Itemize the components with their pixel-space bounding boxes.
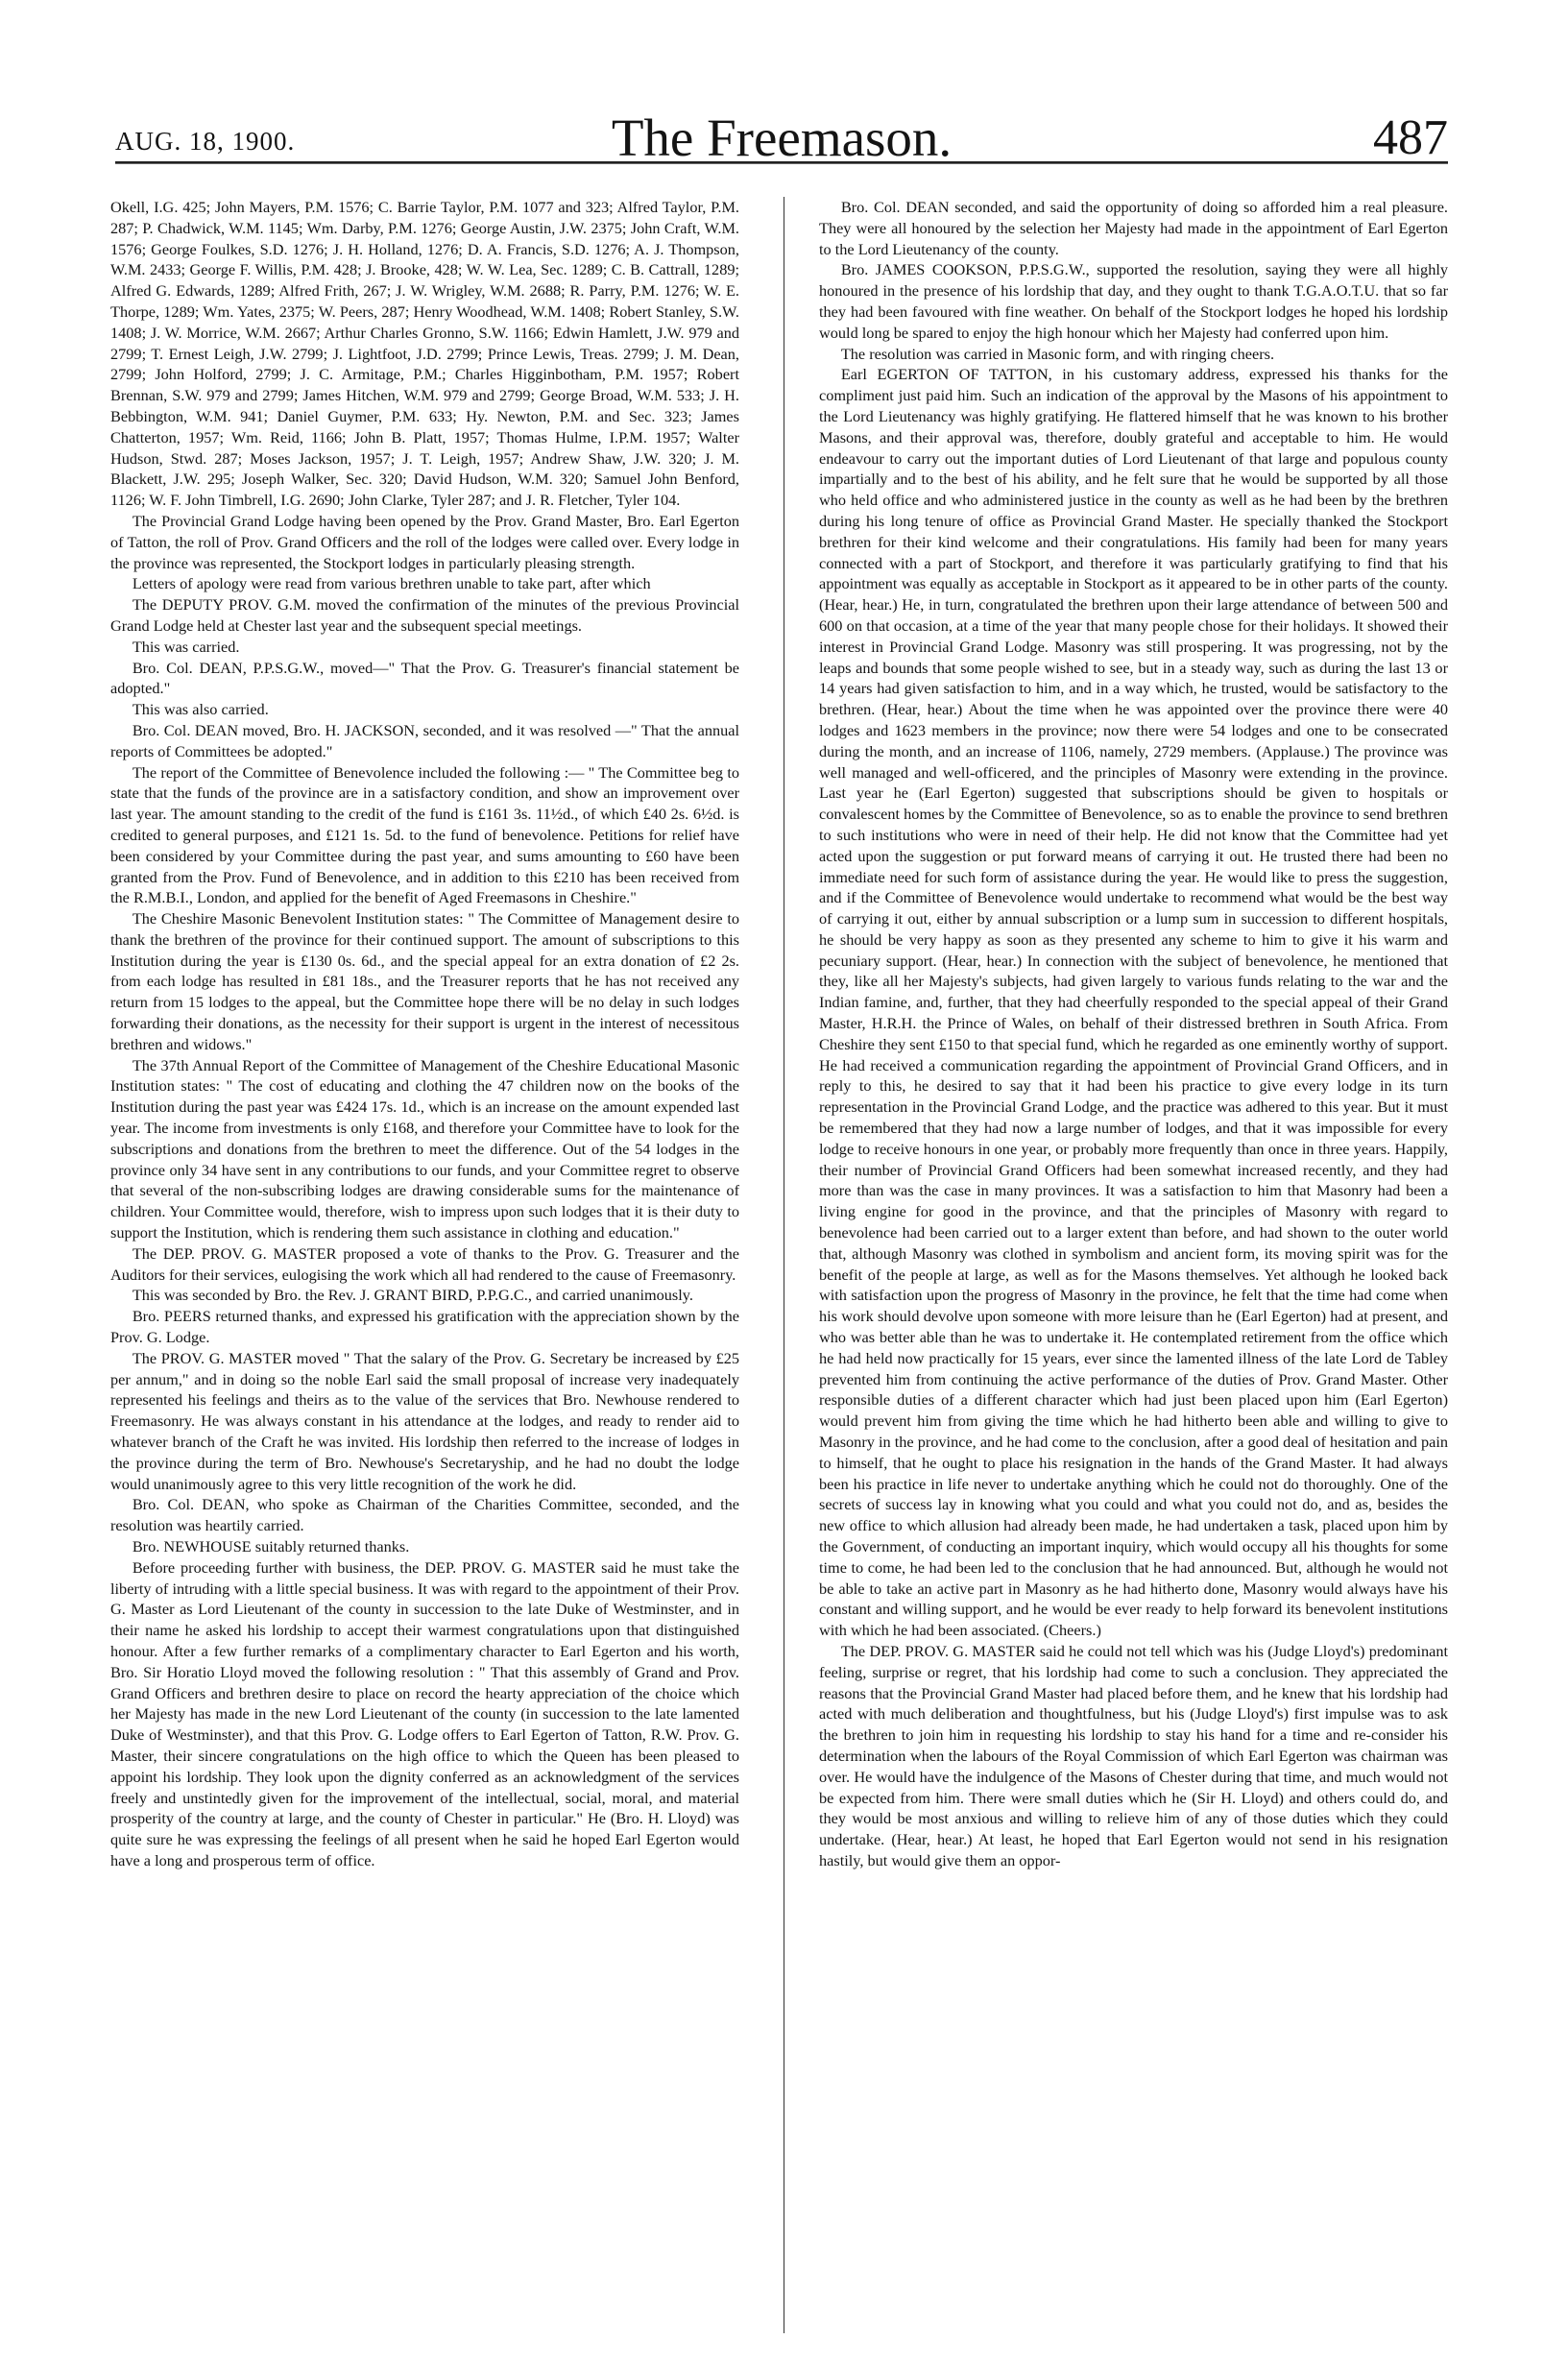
paragraph: This was seconded by Bro. the Rev. J. GRANT BIRD, P.P.G.C., and carried unanimously.	[132, 1286, 693, 1305]
paragraph: The DEP. PROV. G. MASTER said he could not tell which was his (Judge Lloyd's) predominant feeling, surprise or regret, that his lordship had come to such a conclusion. They appreciated the reasons that the Provincial Grand Master had placed before them, and he knew that his lordship had acted with much deliberation and thoughtfulness, but his (Judge Lloyd's) first impulse was to ask the brethren to join him in requesting his lordship to stay his hand for a time and re-consider his determination when the labours of the Royal Commission of which Earl Egerton was chairman was over. He would have the indulgence of the Masons of Chester during that time, and much would not be expected from him. There were small duties which he (Sir H. Lloyd) and others could do, and they would be most anxious and willing to relieve him of any of those duties which they could undertake. (Hear, hear.) At least, he hoped that Earl Egerton would not send in his resignation hastily, but would give them an oppor-	[819, 1641, 1448, 1869]
paragraph: The Provincial Grand Lodge having been opened by the Prov. Grand Master, Bro. Earl Egerton of Tatton, the roll of Prov. Grand Officers and the roll of the lodges were called over. Every lodge in the province was represented, the Stockport lodges in particularly pleasing strength.	[110, 511, 739, 572]
paragraph: Before proceeding further with business, the DEP. PROV. G. MASTER said he must take the liberty of intruding with a little special business. It was with regard to the appointment of their Prov. G. Master as Lord Lieutenant of the county in succession to the late Duke of Westminster, and in their name he asked his lordship to accept their warmest congratulations upon that distinguished honour. After a few further remarks of a complimentary character to Earl Egerton and his worth, Bro. Sir Horatio Lloyd moved the following resolution : " That this assembly of Grand and Prov. Grand Officers and brethren desire to place on record the hearty appreciation of the choice which her Majesty has made in the new Lord Lieutenant of the county (in succession to the late lamented Duke of Westminster), and that this Prov. G. Lodge offers to Earl Egerton of Tatton, R.W. Prov. G. Master, their sincere congratulations on the high office to which the Queen has been pleased to appoint his lordship. They look upon the dignity conferred as an acknowledgment of the services freely and unstintedly given for the improvement of the intellectual, social, moral, and material prosperity of the country at large, and the county of Chester in particular." He (Bro. H. Lloyd) was quite sure he was expressing the feelings of all present when he said he hoped Earl Egerton would have a long and prosperous term of office.	[110, 1557, 739, 1869]
paragraph: This was also carried.	[132, 700, 269, 719]
paragraph: The report of the Committee of Benevolence included the following :— " The Committee beg to state that the funds of the province are in a satisfactory condition, and show an improvement over last year. The amount standing to the credit of the fund is £161 3s. 11½d., of which £40 2s. 6½d. is credited to general purposes, and £121 1s. 5d. to the fund of benevolence. Petitions for relief have been considered by your Committee during the past year, and sums amounting to £60 have been granted from the Prov. Fund of Benevolence, and in addition to this £210 has been received from the R.M.B.I., London, and applied for the benefit of Aged Freemasons in Cheshire."	[110, 762, 739, 907]
right-column	[819, 197, 1448, 2338]
paragraph: The Cheshire Masonic Benevolent Institution states: " The Committee of Management desire to thank the brethren of the province for their continued support. The amount of subscriptions to this Institution during the year is £130 0s. 6d., and the special appeal for an extra donation of £2 2s. from each lodge has resulted in £81 18s., and the Treasurer reports that he has not received any return from 15 lodges to the appeal, but the Committee hope there will be no delay in such lodges forwarding their donations, as the necessity for their support is urgent in the interest of necessitous brethren and widows."	[110, 909, 739, 1053]
paragraph: The DEPUTY PROV. G.M. moved the confirmation of the minutes of the previous Provincial Grand Lodge held at Chester last year and the subsequent special meetings.	[110, 595, 739, 635]
paragraph: Bro. Col. DEAN seconded, and said the opportunity of doing so afforded him a real pleasure. They were all honoured by the selection her Majesty had made in the appointment of Earl Egerton to the Lord Lieutenancy of the county.	[819, 198, 1448, 258]
page-number: 487	[1373, 110, 1448, 165]
page-header	[115, 69, 1448, 167]
paragraph: The resolution was carried in Masonic form, and with ringing cheers.	[840, 344, 1275, 363]
paragraph: Okell, I.G. 425; John Mayers, P.M. 1576; C. Barrie Taylor, P.M. 1077 and 323; Alfred Taylor, P.M. 287; P. Chadwick, W.M. 1145; Wm. Darby, P.M. 1276; George Austin, J.W. 2375; John Craft, W.M. 1576; George Foulkes, S.D. 1276; J. H. Holland, 1276; D. A. Francis, S.D. 1276; A. J. Thompson, W.M. 2433; George F. Willis, P.M. 428; J. Brooke, 428; W. W. Lea, Sec. 1289; C. B. Cattrall, 1289; Alfred G. Edwards, 1289; Alfred Frith, 267; J. W. Wrigley, W.M. 2688; R. Parry, P.M. 1276; W. E. Thorpe, 1289; Wm. Yates, 2375; W. Peers, 287; Henry Woodhead, W.M. 1408; Robert Stanley, S.W. 1408; J. W. Morrice, W.M. 2667; Arthur Charles Gronno, S.W. 1166; Edwin Hamlett, J.W. 979 and 2799; T. Ernest Leigh, J.W. 2799; J. Lightfoot, J.D. 2799; Prince Lewis, Treas. 2799; J. M. Dean, 2799; John Holford, 2799; J. C. Armitage, P.M.; Charles Higginbotham, P.M. 1957; Robert Brennan, S.W. 979 and 2799; James Hitchen, W.M. 979 and 2799; George Broad, W.M. 533; J. H. Bebbington, W.M. 941; Daniel Guymer, P.M. 633; Hy. Newton, P.M. and Sec. 323; James Chatterton, 1957; Wm. Reid, 1166; John B. Platt, 1957; Thomas Hulme, I.P.M. 1957; Walter Hudson, Stwd. 287; Moses Jackson, 1957; J. T. Leigh, 1957; Andrew Shaw, J.W. 320; J. M. Blackett, J.W. 295; Joseph Walker, Sec. 320; David Hudson, W.M. 320; Samuel John Benford, 1126; W. F. John Timbrell, I.G. 2690; John Clarke, Tyler 287; and J. R. Fletcher, Tyler 104.	[110, 198, 739, 510]
masthead-title: The Freemason.	[611, 109, 953, 167]
issue-date: AUG. 18, 1900.	[115, 127, 296, 156]
paragraph: Bro. NEWHOUSE suitably returned thanks.	[132, 1537, 410, 1555]
left-column	[110, 197, 739, 2338]
paragraph: Bro. JAMES COOKSON, P.P.S.G.W., supported the resolution, saying they were all highly honoured in the presence of his lordship that day, and they ought to thank T.G.A.O.T.U. that so far they had been favoured with fine weather. On behalf of the Stockport lodges he hoped his lordship would long be spared to enjoy the high honour which her Majesty had conferred upon him.	[819, 260, 1448, 342]
paragraph: The DEP. PROV. G. MASTER proposed a vote of thanks to the Prov. G. Treasurer and the Auditors for their services, eulogising the work which all had rendered to the cause of Freemasonry.	[110, 1243, 739, 1284]
paragraph: The 37th Annual Report of the Committee of Management of the Cheshire Educational Masonic Institution states: " The cost of educating and clothing the 47 children now on the books of the Institution during the past year was £424 17s. 1d., which is an increase on the amount expended last year. The income from investments is only £168, and therefore your Committee have to look for the subscriptions and donations from the brethren to meet the difference. Out of the 54 lodges in the province only 34 have sent in any contributions to our funds, and your Committee regret to observe that several of the non-subscribing lodges are drawing considerable sums for the maintenance of children. Your Committee would, therefore, wish to impress upon such lodges that it is their duty to support the Institution, which is rendering them such assistance in clothing and education."	[110, 1055, 739, 1242]
paragraph: Bro. Col. DEAN, who spoke as Chairman of the Charities Committee, seconded, and the resolution was heartily carried.	[110, 1495, 739, 1535]
paragraph: The PROV. G. MASTER moved " That the salary of the Prov. G. Secretary be increased by £25 per annum," and in doing so the noble Earl said the small proposal of increase very inadequately represented his feelings and theirs as to the value of the services that Bro. Newhouse rendered to Freemasonry. He was always constant in his attendance at the lodges, and ready to render aid to whatever branch of the Craft he was invited. His lordship then referred to the increase of lodges in the province during the term of Bro. Newhouse's Secretaryship, and he had no doubt the lodge would unanimously agree to this very little recognition of the work he did.	[110, 1348, 739, 1493]
paragraph: Bro. Col. DEAN, P.P.S.G.W., moved—" That the Prov. G. Treasurer's financial statement be adopted."	[110, 658, 739, 698]
paragraph: Bro. Col. DEAN moved, Bro. H. JACKSON, seconded, and it was resolved —" That the annual reports of Committees be adopted."	[110, 720, 739, 760]
paragraph: This was carried.	[132, 637, 240, 656]
paragraph: Letters of apology were read from various brethren unable to take part, after which	[132, 574, 651, 593]
header-rule	[115, 161, 1448, 164]
paragraph: Bro. PEERS returned thanks, and expressed his gratification with the appreciation shown by the Prov. G. Lodge.	[110, 1307, 739, 1347]
paragraph: Earl EGERTON OF TATTON, in his customary address, expressed his thanks for the compliment just paid him. Such an indication of the approval by the Masons of his appointment to the Lord Lieutenancy was highly gratifying. He flattered himself that he was known to his brother Masons, and their approval was, therefore, doubly grateful and acceptable to him. He would endeavour to carry out the important duties of Lord Lieutenant of that large and populous county impartially and to the best of his ability, and he felt sure that he would be supported by all those who held office and who administered justice in the county as well as he had been by the brethren during his long tenure of office as Provincial Grand Master. He specially thanked the Stockport brethren for their kind welcome and their congratulations. His family had been for many years connected with a part of Stockport, and therefore it was particularly gratifying to find that his appointment was equally as acceptable in Stockport as it appeared to be in other parts of the county. (Hear, hear.) He, in turn, congratulated the brethren upon their large attendance of between 500 and 600 on that occasion, at a time of the year that many people chose for their holidays. It showed their interest in Provincial Grand Lodge. Masonry was still prospering. It was progressing, not by the leaps and bounds that some people wished to see, but in a steady way, such as during the last 13 or 14 years had given satisfaction to him, and in a way which, he trusted, would be satisfactory to the brethren. (Hear, hear.) About the time when he was appointed over the province there were 40 lodges and 1623 members in the province; now there were 54 lodges and one to be consecrated during the month, and an increase of 1106, namely, 2729 members. (Applause.) The province was well managed and well-officered, and the principles of Masonry were extending in the province. Last year he (Earl Egerton) suggested that subscriptions should be given to hospitals or convalescent homes by the Committee of Benevolence, so as to enable the province to send brethren to such institutions who were in need of their help. He did not know that the Committee had yet acted upon the suggestion or put forward means of carrying it out. He trusted there had been no immediate need for such form of assistance during the year. He would like to press the suggestion, and if the Committee of Benevolence would undertake to recommend what would be the best way of carrying it out, either by annual subscription or a lump sum in succession to different hospitals, he should be very happy as soon as they presented any scheme to him to give it his warm and pecuniary support. (Hear, hear.) In connection with the subject of benevolence, he mentioned that they, like all her Majesty's subjects, had given largely to various funds relating to the war and the Indian famine, and, further, that they had cheerfully responded to the special appeal of their Grand Master, H.R.H. the Prince of Wales, on behalf of their distressed brethren in South Africa. From Cheshire they sent £150 to that special fund, which he regarded as one eminently worthy of support. He had received a communication regarding the appointment of Provincial Grand Officers, and in reply to this, he desired to say that it had been his practice to give every lodge in its turn representation in the Provincial Grand Lodge, and the practice was adhered to this year. But it must be remembered that they had now a large number of lodges, and that it was impossible for every lodge to receive honours in one year, or probably more frequently than once in three years. Happily, their number of Provincial Grand Officers had been somewhat increased recently, and they had more than was the case in many provinces. It was a satisfaction to him that Masonry had been a living engine for good in the province, and that the principles of Masonry with regard to benevolence had been carried out to a larger extent than before, and had shown to the outer world that, although Masonry was clothed in symbolism and ancient form, its moving spirit was for the benefit of the people at large, as well as for the Masons themselves. Yet although he looked back with satisfaction upon the progress of Masonry in the province, he felt that the time had come when his work should devolve upon someone with more leisure than he (Earl Egerton) had at present, and who was better able than he was to undertake it. He contemplated retirement from the office which he had held now practically for 15 years, ever since the lamented illness of the late Lord de Tabley prevented him from continuing the active performance of the duties of Prov. Grand Master. Other responsible duties of a different character which had just been placed upon him (Earl Egerton) would prevent him from giving the time which he had hitherto been able and willing to give to Masonry in the province, and he had come to the conclusion, after a good deal of hesitation and pain to himself, that he ought to place his resignation in the hands of the Grand Master. It had always been his practice in life never to undertake anything which he could not do thoroughly. One of the secrets of success lay in knowing what you could and what you could not do, and as, besides the new office to which allusion had already been made, he had undertaken a task, placed upon him by the Government, of conducting an important inquiry, which would occupy all his thoughts for some time to come, he had been led to the conclusion that he had announced. But, although he would not be able to take an active part in Masonry as he had hitherto done, Masonry would always have his constant and willing support, and he would be ever ready to help forward its benevolent institutions with which he had been associated. (Cheers.)	[819, 365, 1448, 1640]
